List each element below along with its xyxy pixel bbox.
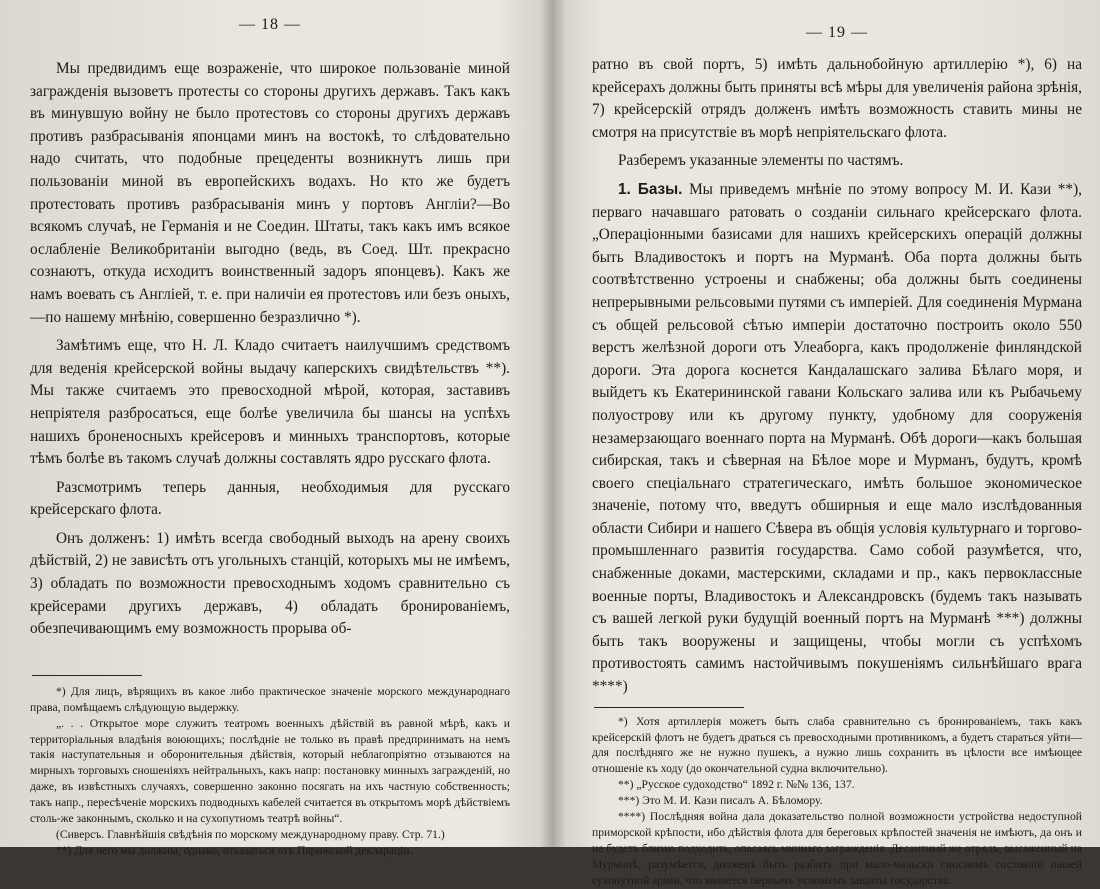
left-footnote-rule <box>32 675 142 676</box>
right-footnotes <box>592 714 1082 889</box>
section-heading-bases: 1. Базы. <box>618 180 683 198</box>
left-paragraph-2: Замѣтимъ еще, что Н. Л. Кладо считаетъ наилучшимъ средствомъ для веденія крейсерской войны выдачу каперскихъ свидѣтельствъ **). Мы также считаемъ это превосходной мѣрой, которая, заставивъ непріятеля разбросаться, еще болѣе увеличила бы шансы на успѣхъ нашихъ броненосныхъ крейсеровъ и минныхъ транспортовъ, которые тѣмъ болѣе въ такомъ случаѣ должны составлять ядро русскаго флота. <box>30 337 510 468</box>
right-page <box>592 0 1082 887</box>
right-paragraph-1: ратно въ свой портъ, 5) имѣть дальнобойную артиллерію *), 6) на крейсерахъ должны быть приняты всѣ мѣры для увеличенія района зрѣнія, 7) крейсерскій отрядъ долженъ имѣть возможность ставить мины не смотря на присутствіе въ морѣ непріятельскаго флота. <box>592 56 1082 141</box>
right-body-text <box>592 54 1082 699</box>
right-footnote-3: ***) Это М. И. Кази писалъ А. Бѣломору. <box>618 794 823 808</box>
left-footnote-quote: „. . . Открытое море служитъ театромъ военныхъ дѣйствій въ равной мѣрѣ, какъ и территоріальныя владѣнія воюющихъ; послѣдніе не только въ правѣ предпринимать на немъ такія наступательныя и оборонительныя дѣйствія, который неблагопріятно отзываются на мирныхъ торговыхъ сношеніяхъ нейтральныхъ, какъ напр: постановку минныхъ загражденій, но даже, въ извѣстныхъ случаяхъ, совершенно законно посягать на ихъ частную собственность; такъ напр., пересѣченіе морскихъ подводныхъ кабелей считается въ открытомъ морѣ дѣйствіемъ столь-же законнымъ, сколько и на сухопутномъ театрѣ войны“. <box>30 716 510 826</box>
left-footnote-source: (Сиверсъ. Главнѣйшія свѣдѣнія по морскому международному праву. Стр. 71.) <box>56 828 445 841</box>
right-footnote-1: *) Хотя артиллерія можетъ быть слаба сравнительно съ бронированіемъ, такъ какъ крейсерскій флотъ не будетъ драться съ превосходными противникомъ, а будетъ стараться уйти—для послѣдняго же не нужно пушекъ, а нужно лишь сохранить въ цѣлости все имѣющее отношеніе къ ходу (до окончательной судна включительно). <box>592 714 1082 776</box>
left-page <box>30 0 510 857</box>
right-footnote-2: **) „Русское судоходство“ 1892 г. №№ 136, 137. <box>618 778 855 792</box>
left-paragraph-3: Разсмотримъ теперь данныя, необходимыя для русскаго крейсерскаго флота. <box>30 478 510 519</box>
right-footnote-4: ****) Послѣдняя война дала доказательство полной возможности устройства недоступной приморской крѣпости, ибо дѣйствія флота для береговых крѣпостей значенія не имѣютъ, да онъ и не будетъ близко подходить, опасаясь миннаго загражденія. Десантный же отрядъ, высаженный на Мурманѣ, разумѣется, долженъ быть разбитъ при мало-мальски сносномъ состояніи нашей сухопутной арміи, что является первымъ условіемъ защиты государства. <box>592 810 1082 887</box>
left-body-text <box>30 58 510 641</box>
left-paragraph-1: Мы предвидимъ еще возраженіе, что широкое пользованіе миной загражденія вызоветъ протесты со стороны другихъ державъ. Такъ какъ въ минувшую войну не было протестовъ со стороны другихъ державъ противъ разбрасыванія японцами минъ на востокѣ, то слѣдовательно надо считать, что подобные прецеденты возникнутъ лишь при пользованіи миной въ европейскихъ водахъ. Но кто же будетъ протестовать противъ разбрасыванія минъ у портовъ Англіи?—Во всякомъ случаѣ, не Германія и не Соедин. Штаты, такъ какъ имъ всякое ослабленіе Великобританіи выгодно (ведь, въ Соед. Шт. прекрасно сознаютъ, откуда исходитъ воинственный задоръ японцевъ). Какъ же намъ воевать съ Англіей, т. е. при наличіи ея протестовъ или безъ оныхъ,—по нашему мнѣнію, совершенно безразлично *). <box>30 60 510 326</box>
left-footnote-2: **) Для чего мы должны, однако, отказаться отъ Парижской декларацiи. <box>56 843 413 857</box>
right-section-bases <box>592 179 1082 699</box>
page-number-18: — 18 — <box>239 16 301 33</box>
book-gutter <box>540 0 566 847</box>
left-paragraph-4: Онъ долженъ: 1) имѣть всегда свободный выходъ на арену своихъ дѣйствій, 2) не зависѣть отъ угольныхъ станцій, которыхъ мы не имѣемъ, 3) обладать по возможности превосходнымъ ходомъ сравнительно съ крейсерами другихъ державъ, 4) обладать бронированіемъ, обезпечивающимъ ему возможность прорыва об- <box>30 529 510 638</box>
right-footnote-rule <box>594 707 744 708</box>
page-number-19: — 19 — <box>806 24 868 41</box>
right-paragraph-2: Разберемъ указанные элементы по частямъ. <box>618 152 904 170</box>
left-footnote-1: *) Для лицъ, вѣрящихъ въ какое либо практическое значеніе морского международнаго права, помѣщаемъ слѣдующую выдержку. <box>30 684 510 714</box>
section-bases-text: Мы приведемъ мнѣніе по этому вопросу М. И. Кази **), перваго начавшаго ратовать о созданіи сильнаго крейсерскаго флота. „Операціонными базисами для нашихъ крейсерскихъ операцій должны быть Владивостокъ и портъ на Мурманѣ. Оба порта должны быть соотвѣтственно устроены и снабжены; оба должны быть соединены непрерывными рельсовыми путями съ имперіей. Для соединенія Мурмана съ общей рельсовой сѣтью имперіи достаточно построить около 550 верстъ желѣзной дороги отъ Улеаборга, какъ продолженіе финляндской дороги. Эта дорога коснется Кандалашскаго залива Бѣлаго моря, и выйдетъ къ Екатерининской гавани Кольскаго залива или къ Рыбачьему полуострову или къ другому пункту, удобному для сооруженія незамерзающаго военнаго порта на Мурманѣ. Обѣ дороги—какъ большая сибирская, такъ и сѣверная на Бѣлое море и Мурманъ, будутъ, кромѣ своего спеціальнаго стратегическаго, имѣть большое экономическое значеніе, потому что, введутъ обширныя и еще мало изслѣдованныя области Сибири и нашего Сѣвера въ общія условія культурнаго и торгово-промышленнаго развитія государства. Само собой разумѣется, что, снабженные доками, мастерскими, складами и пр., какъ первоклассные военные порты, Владивостокъ и Александровскъ (будемъ такъ называть съ вашей легкой руки будущій военный портъ на Мурманѣ ***) должны быть такъ вооружены и защищены, чтобы могли съ успѣхомъ противостоять самимъ настойчивымъ покушеніямъ сильнѣйшаго врага ****) <box>592 180 1082 696</box>
left-footnotes <box>30 684 510 859</box>
